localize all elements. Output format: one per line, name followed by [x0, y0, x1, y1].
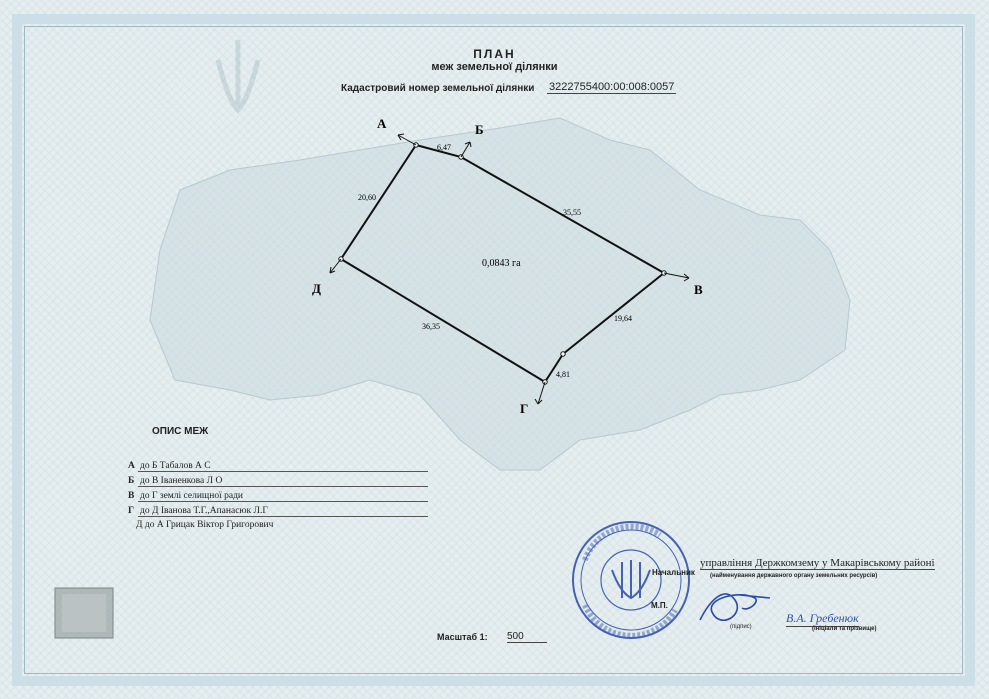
boundary-row [128, 476, 222, 486]
document-subtitle: меж земельної ділянки [431, 61, 558, 73]
boundary-row-key: А [128, 461, 135, 471]
segment-length-bv: 35,55 [563, 208, 581, 217]
segment-length-da: 20,60 [358, 193, 376, 202]
scale-value: 500 [507, 631, 547, 643]
signature-caption: (підпис) [730, 624, 752, 630]
point-label-v: В [694, 282, 703, 297]
point-label-g: Г [520, 401, 529, 416]
segment-length-gg: 4,81 [556, 370, 570, 379]
divider [138, 471, 428, 472]
signatory-name: В.А. Гребенюк [786, 611, 859, 625]
organization-caption: (найменування державного органу земельних ресурсів) [710, 573, 878, 579]
document-title: ПЛАН [473, 47, 516, 61]
scale-label: Масштаб 1: [437, 632, 488, 642]
boundary-row-key: В [128, 491, 135, 501]
point-label-a: А [377, 116, 387, 131]
point-label-b: Б [475, 122, 484, 137]
divider [138, 501, 428, 502]
cadastral-number-label: Кадастровий номер земельної ділянки [341, 83, 535, 94]
segment-length-gd: 36,35 [422, 322, 440, 331]
boundary-row-key: Г [128, 506, 135, 516]
boundary-row-text: Д до А Грицак Віктор Григорович [136, 520, 274, 530]
boundary-row [128, 491, 243, 501]
boundary-row-text: до Г землі селищної ради [140, 491, 243, 501]
official-stamp [573, 522, 689, 638]
position-label: Начальник [652, 568, 695, 577]
handwritten-signature [700, 594, 770, 620]
boundary-row-text: до В Іваненкова Л О [140, 476, 223, 486]
divider [138, 516, 428, 517]
boundaries-title: ОПИС МЕЖ [152, 426, 209, 437]
plot-area: 0,0843 га [482, 258, 521, 269]
boundary-row [128, 461, 211, 471]
signatory-name-caption: (ініціали та прізвище) [812, 626, 877, 632]
background-map-silhouette [150, 118, 850, 470]
boundary-row-text: до Б Табалов А С [140, 461, 211, 471]
cadastral-number: 3222755400:00:008:0057 [549, 81, 675, 93]
boundary-row [128, 506, 268, 516]
boundary-row-text: до Д Іванова Т.Г.,Апанасюк Л.Г [140, 506, 268, 516]
segment-length-ab: 6,47 [437, 143, 451, 152]
boundary-row [136, 520, 273, 530]
boundary-row-key: Б [128, 476, 135, 486]
divider [138, 486, 428, 487]
vertex-g1-marker [561, 352, 565, 356]
seal-label: М.П. [651, 601, 668, 610]
organization-name: управління Держкомзему у Макарівському районі [700, 557, 935, 569]
point-label-d: Д [312, 281, 321, 296]
segment-length-vg: 19,64 [614, 314, 632, 323]
